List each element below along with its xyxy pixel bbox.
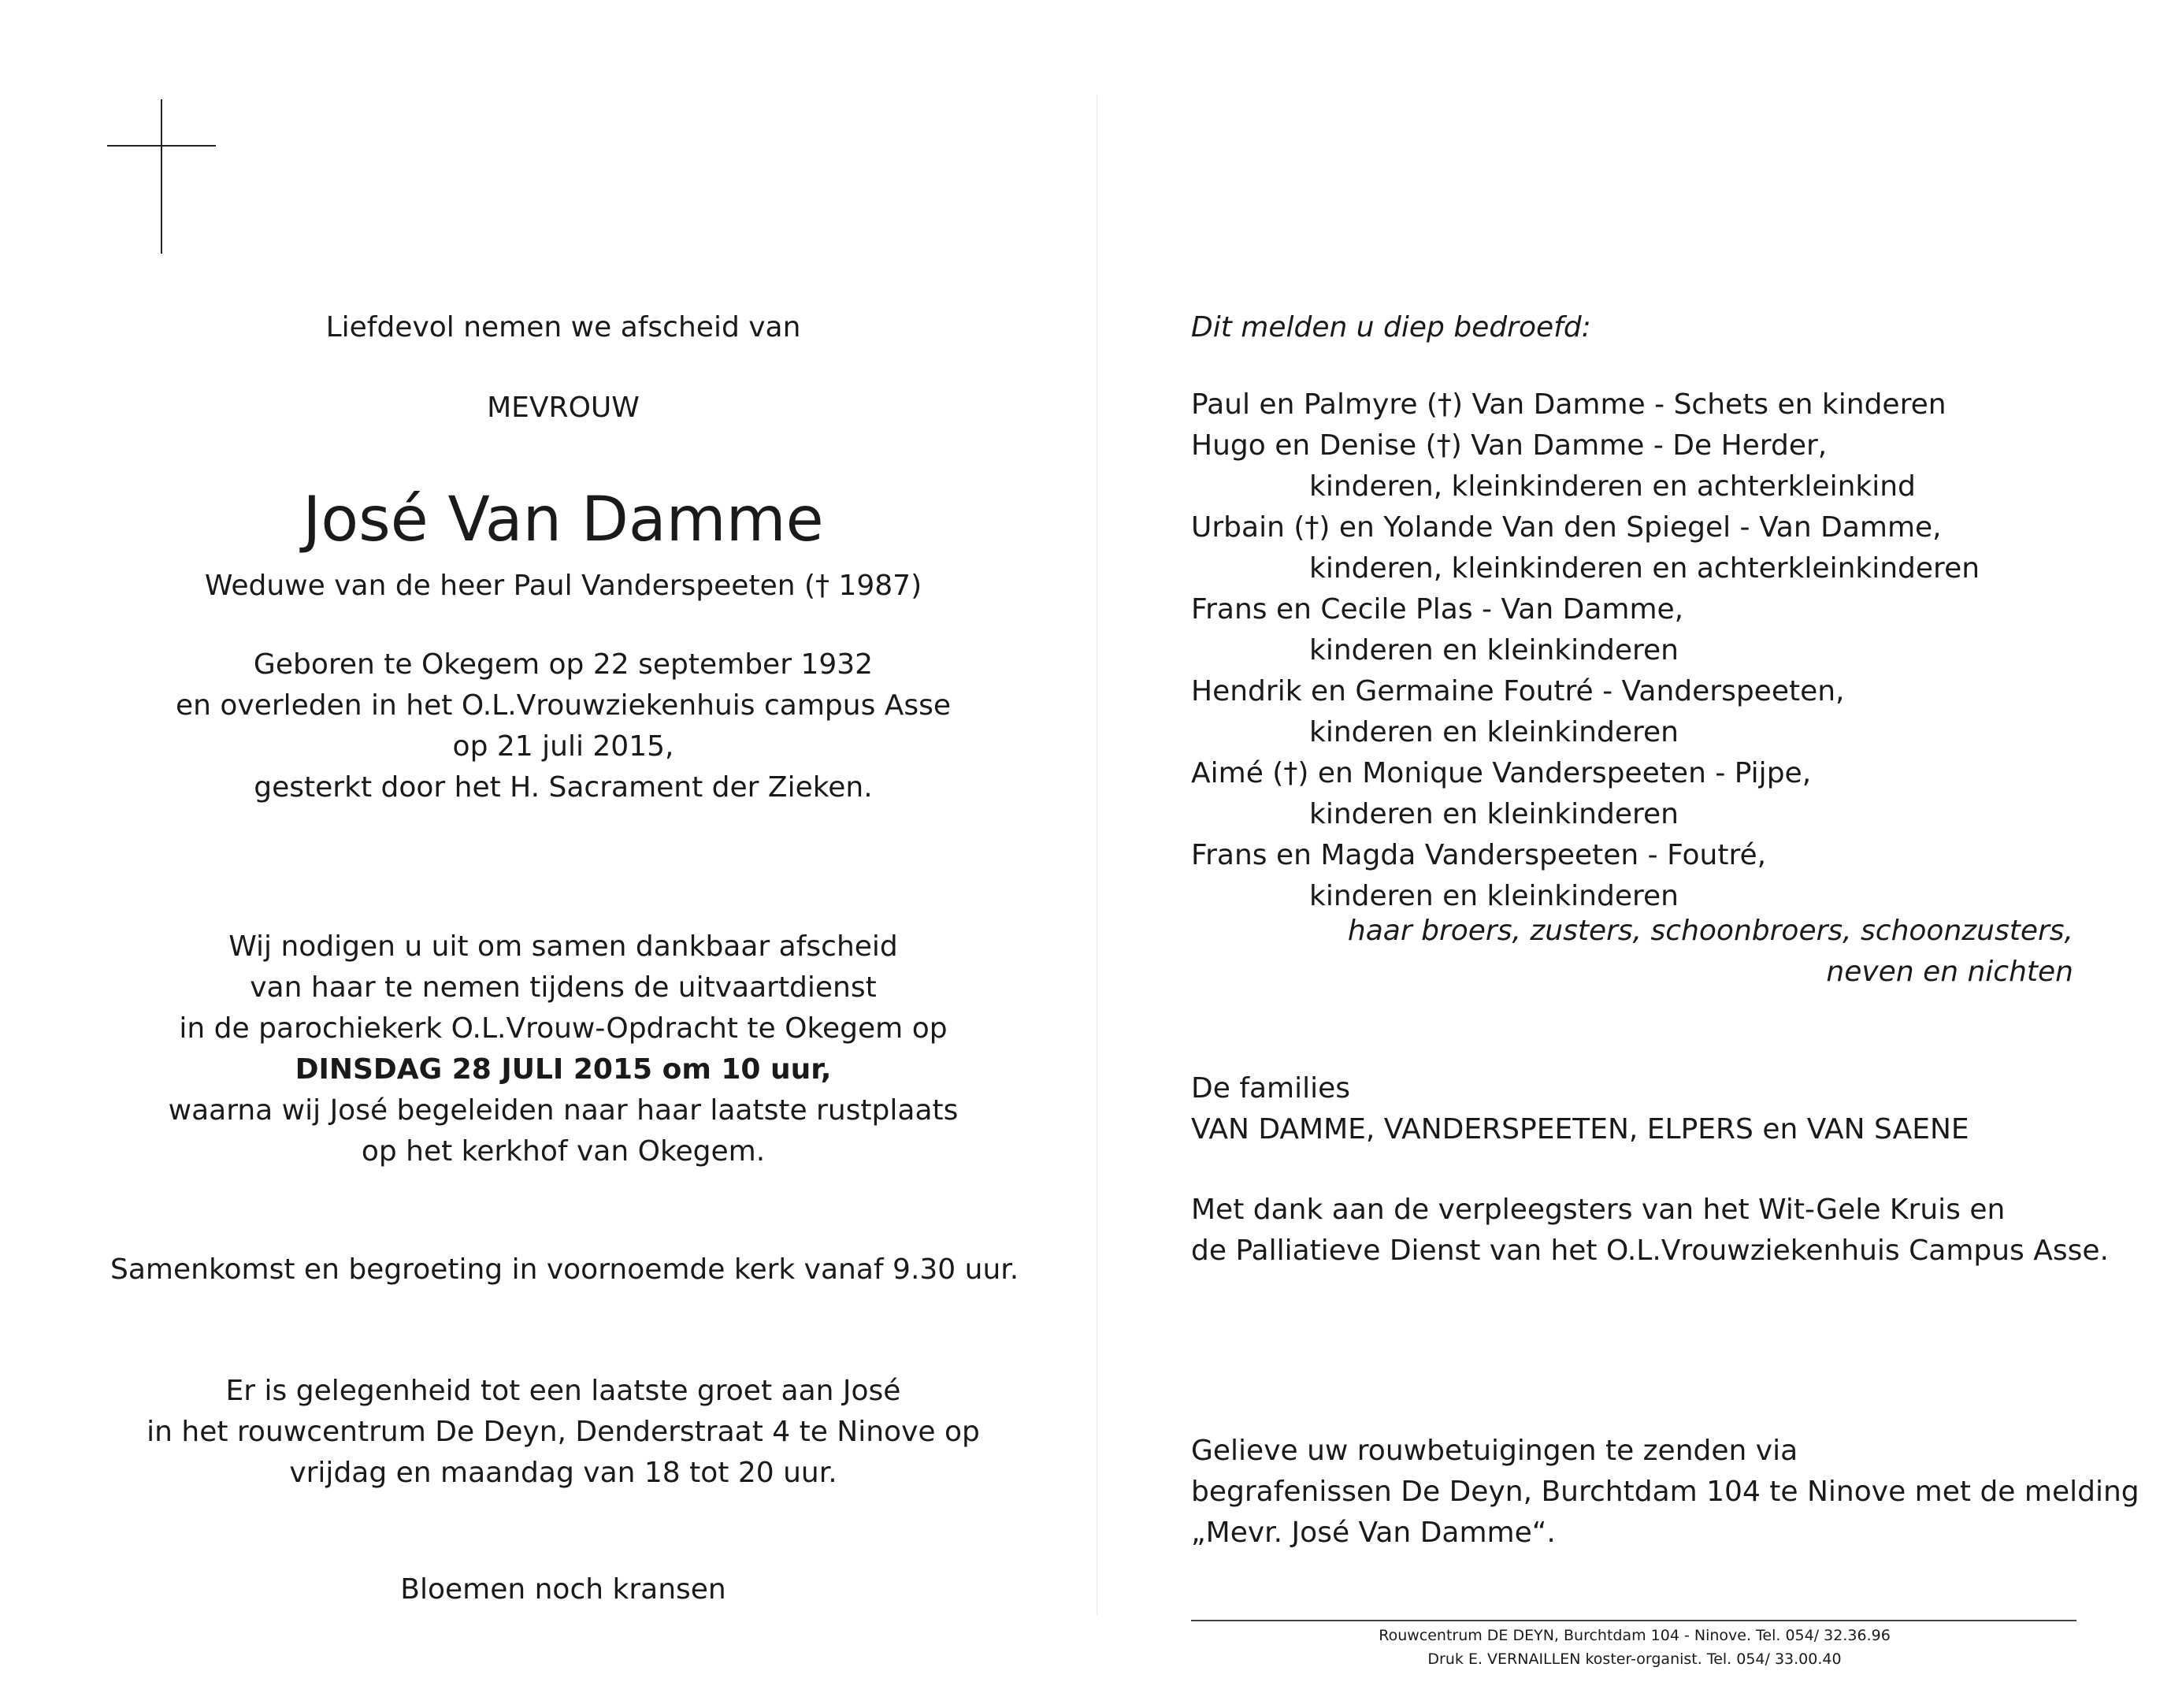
text-line: Geboren te Okegem op 22 september 1932 — [253, 648, 874, 681]
text-line: Met dank aan de verpleegsters van het Wit-Gele Kruis en — [1191, 1194, 2006, 1226]
text-line: Wij nodigen u uit om samen dankbaar afscheid — [228, 930, 898, 963]
ceremony-date: DINSDAG 28 JULI 2015 om 10 uur, — [295, 1053, 832, 1086]
text-line: op 21 juli 2015, — [452, 730, 674, 763]
family-line: Hugo en Denise (†) Van Damme - De Herder, — [1191, 429, 1828, 462]
family-line: Frans en Magda Vanderspeeten - Foutré, — [1191, 839, 1767, 871]
thanks-block — [1191, 1190, 2109, 1272]
deceased-name: José Van Damme — [302, 485, 824, 555]
gathering-text: Samenkomst en begroeting in voornoemde kerk vanaf 9.30 uur. — [110, 1253, 1019, 1286]
visit-block — [110, 1371, 1016, 1494]
birth-death-block — [110, 644, 1016, 808]
text-line: gesterkt door het H. Sacrament der Zieken. — [254, 771, 873, 804]
widow-text: Weduwe van de heer Paul Vanderspeeten († 1987) — [204, 570, 922, 602]
text-line: van haar te nemen tijdens de uitvaartdienst — [250, 971, 877, 1004]
footer-divider — [1191, 1620, 2076, 1621]
family-line: Paul en Palmyre (†) Van Damme - Schets en kinderen — [1191, 388, 1946, 421]
family-line: kinderen en kleinkinderen — [1309, 634, 1679, 666]
family-list — [1191, 384, 2073, 917]
family-line: Frans en Cecile Plas - Van Damme, — [1191, 593, 1684, 626]
flowers-text: Bloemen noch kransen — [400, 1573, 726, 1606]
text-line: haar broers, zusters, schoonbroers, schoonzusters, — [1347, 915, 2073, 947]
family-line: kinderen en kleinkinderen — [1309, 880, 1679, 912]
relatives-block — [1191, 911, 2073, 993]
title-text: MEVROUW — [487, 392, 640, 424]
text-line: in het rouwcentrum De Deyn, Denderstraat 4 te Ninove op — [147, 1416, 980, 1448]
footer-line-1: Rouwcentrum DE DEYN, Burchtdam 104 - Ninove. Tel. 054/ 32.36.96 — [1379, 1627, 1891, 1644]
family-line: kinderen, kleinkinderen en achterkleinkind — [1309, 470, 1916, 503]
intro-text: Liefdevol nemen we afscheid van — [325, 311, 801, 343]
families-names: VAN DAMME, VANDERSPEETEN, ELPERS en VAN SAENE — [1191, 1113, 1969, 1145]
footer-line-2: Druk E. VERNAILLEN koster-organist. Tel. 054/ 33.00.40 — [1427, 1650, 1842, 1668]
text-line: neven en nichten — [1826, 956, 2073, 988]
text-line: waarna wij José begeleiden naar haar laatste rustplaats — [168, 1094, 959, 1127]
text-line: begrafenissen De Deyn, Burchtdam 104 te Ninove met de melding — [1191, 1476, 2139, 1508]
families-label: De families — [1191, 1072, 1351, 1105]
mourners-heading: Dit melden u diep bedroefd: — [1191, 311, 1591, 343]
family-line: Aimé (†) en Monique Vanderspeeten - Pijpe, — [1191, 757, 1812, 789]
family-line: kinderen, kleinkinderen en achterkleinkinderen — [1309, 552, 1980, 585]
text-line: op het kerkhof van Okegem. — [361, 1135, 766, 1168]
families-block — [1191, 1068, 2073, 1150]
cross-icon — [102, 95, 221, 260]
family-line: Hendrik en Germaine Foutré - Vanderspeeten, — [1191, 675, 1845, 707]
family-line: kinderen en kleinkinderen — [1309, 716, 1679, 748]
invitation-block — [110, 926, 1016, 1172]
condolences-block — [1191, 1431, 2139, 1554]
text-line: „Mevr. José Van Damme“. — [1191, 1517, 1556, 1549]
text-line: de Palliatieve Dienst van het O.L.Vrouwziekenhuis Campus Asse. — [1191, 1235, 2109, 1267]
text-line: Gelieve uw rouwbetuigingen te zenden via — [1191, 1435, 1798, 1467]
family-line: Urbain (†) en Yolande Van den Spiegel - Van Damme, — [1191, 511, 1942, 544]
text-line: Er is gelegenheid tot een laatste groet aan José — [225, 1375, 901, 1407]
text-line: in de parochiekerk O.L.Vrouw-Opdracht te Okegem op — [179, 1012, 948, 1045]
text-line: en overleden in het O.L.Vrouwziekenhuis campus Asse — [175, 689, 952, 722]
text-line: vrijdag en maandag van 18 tot 20 uur. — [289, 1457, 837, 1489]
family-line: kinderen en kleinkinderen — [1309, 798, 1679, 830]
